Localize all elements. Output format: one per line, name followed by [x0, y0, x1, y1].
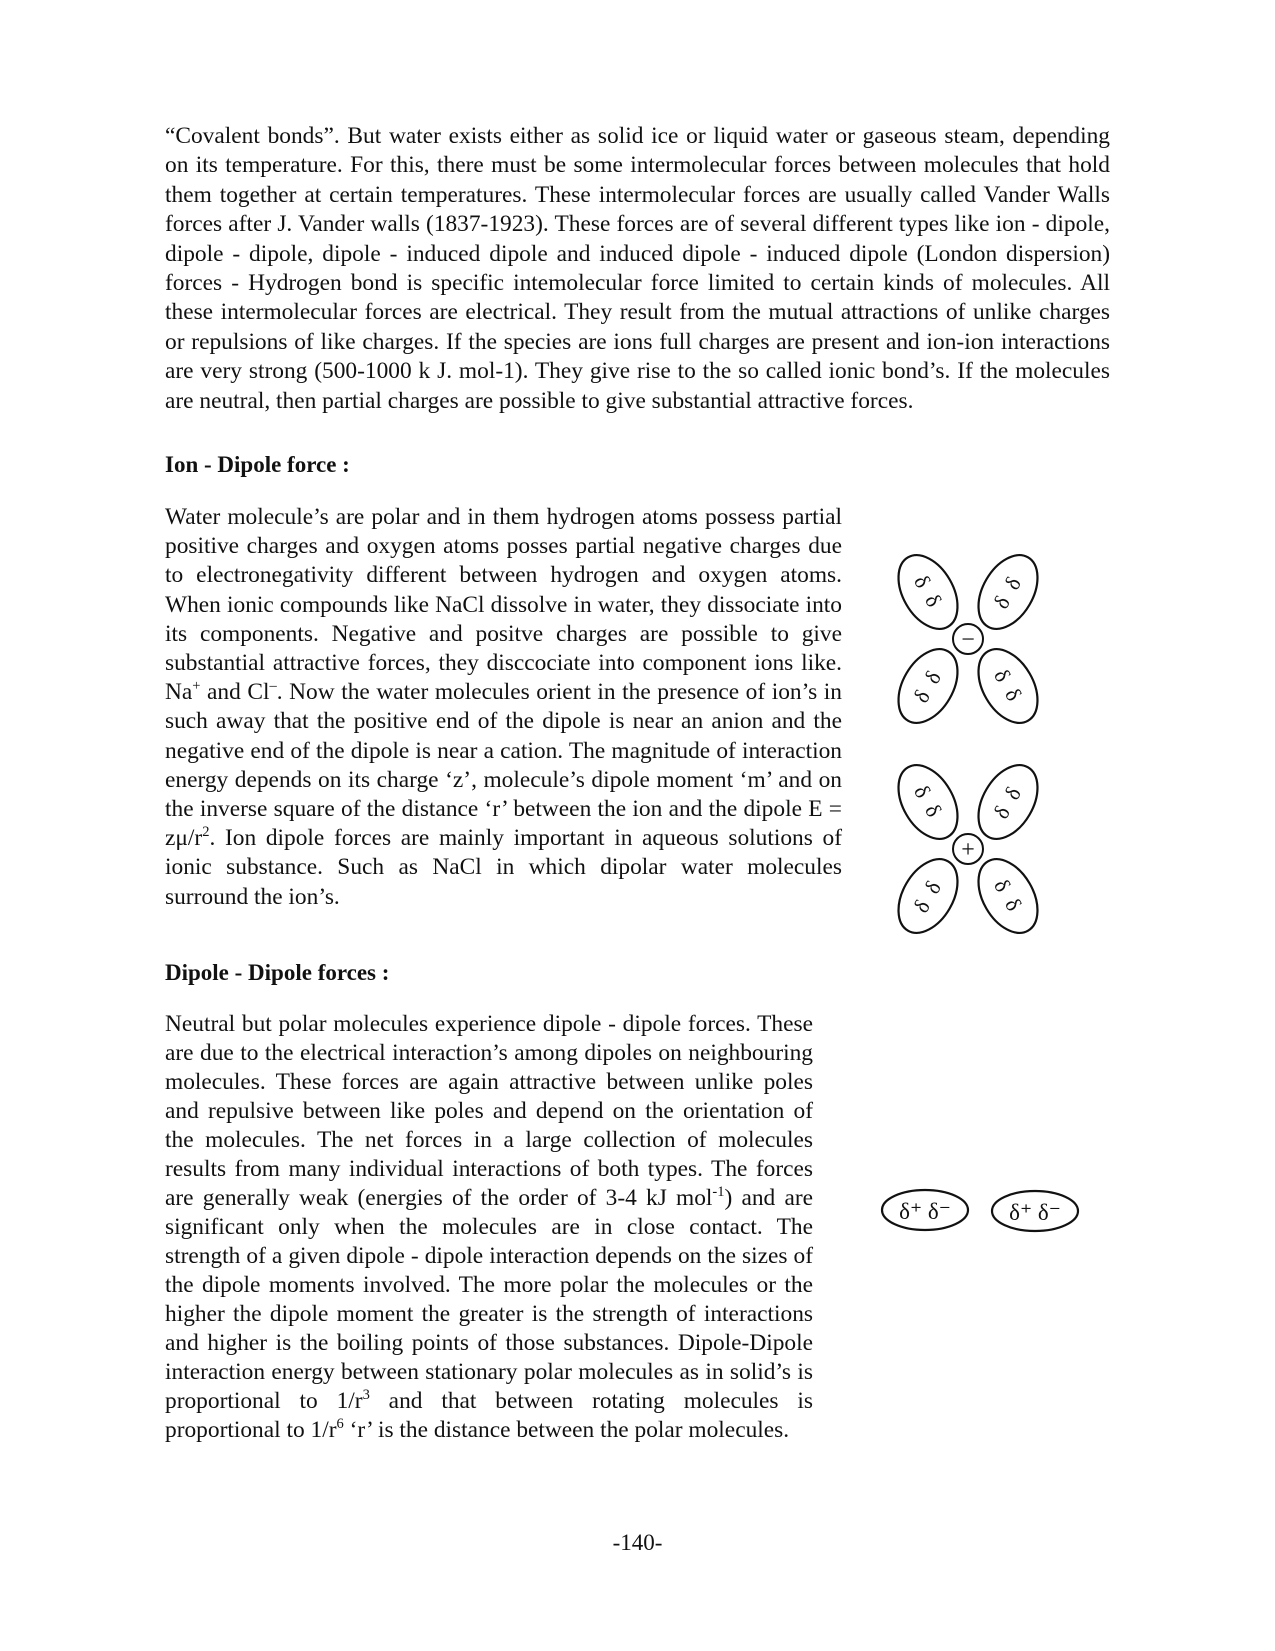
ion-dipole-text-3: . Now the water molecules orient in the presence of ion’s in such away that the positive end of the dipole is near an anion and the negative end of the dipole is near a cation. The magnitude of interaction energy depends on its charge ‘z’, molecule’s dipole moment ‘m’ and on the inverse square of the distance ‘r’ between the ion and the dipole E = zμ/r	[165, 679, 842, 852]
r-squared-exponent: 2	[202, 824, 210, 841]
anion-sign: −	[961, 627, 975, 653]
ion-dipole-text-1: Water molecule’s are polar and in them hydrogen atoms possess partial positive charges and oxygen atoms posses partial negative charges due to electronegativity different between hydrogen and oxygen atoms. When ionic compounds like NaCl dissolve in water, they dissociate into its components. Negative and positve charges are possible to give substantial attractive forces, they disccociate into component ions like. Na	[165, 504, 842, 706]
svg-text:δ: δ	[908, 895, 935, 917]
svg-text:δ: δ	[920, 589, 947, 612]
page-number: -140-	[612, 1530, 663, 1555]
water-dipole	[966, 849, 1049, 940]
water-dipole	[966, 639, 1049, 733]
ion-dipole-heading: Ion - Dipole force :	[165, 452, 350, 477]
svg-text:δ: δ	[909, 780, 936, 803]
dipole-dipole-figure	[880, 1180, 1100, 1240]
ion-dipole-figure	[880, 540, 1060, 940]
svg-text:δ: δ	[908, 685, 935, 707]
water-dipole	[886, 545, 969, 639]
svg-text:δ: δ	[989, 664, 1016, 687]
water-dipole	[966, 755, 1049, 849]
svg-text:δ: δ	[1000, 893, 1027, 916]
svg-text:δ: δ	[1000, 683, 1027, 706]
cation-dipole-diagram	[886, 755, 1049, 940]
svg-text:δ: δ	[989, 874, 1016, 897]
dipole-dipole-text-2: ) and are significant only when the molecules are in close contact. The strength of a given dipole - dipole interaction depends on the sizes of the dipole moments involved. The more polar the molecules or the higher the dipole moment the greater is the strength of interactions and higher is the boiling points of those substances. Dipole-Dipole interaction energy between stationary polar molecules as in solid’s is proportional to 1/r	[165, 1185, 813, 1414]
svg-text:δ: δ	[999, 782, 1026, 804]
dipole-right-label: δ⁺ δ⁻	[1009, 1200, 1061, 1225]
r-cubed-exponent: 3	[362, 1387, 370, 1404]
svg-text:δ: δ	[909, 570, 936, 593]
r-sixth-exponent: 6	[336, 1416, 344, 1433]
dipole-dipole-paragraph	[165, 1010, 813, 1445]
dipole-left-label: δ⁺ δ⁻	[899, 1199, 951, 1224]
intro-paragraph: “Covalent bonds”. But water exists either as solid ice or liquid water or gaseous steam, depending on its temperature. For this, there must be some intermolecular forces between molecules that hold them together at certain temperatures. These intermolecular forces are usually called Vander Walls forces after J. Vander walls (1837-1923). These forces are of several different types like ion - dipole, dipole - dipole, dipole - induced dipole and induced dipole - induced dipole (London dispersion) forces - Hydrogen bond is specific intemolecular force limited to certain kinds of molecules. All these intermolecular forces are electrical. They result from the mutual attractions of unlike charges or repulsions of like charges. If the species are ions full charges are present and ion-ion interactions are very strong (500-1000 k J. mol-1). They give rise to the so called ionic bond’s. If the molecules are neutral, then partial charges are possible to give substantial attractive forces.	[165, 123, 1110, 414]
svg-text:δ: δ	[999, 572, 1026, 594]
ion-dipole-text-4: . Ion dipole forces are mainly important in aqueous solutions of ionic substance. Such as NaCl in which dipolar water molecules surround the ion’s.	[165, 825, 842, 910]
mol-exponent: -1	[712, 1184, 725, 1201]
dipole-dipole-heading: Dipole - Dipole forces :	[165, 960, 390, 985]
svg-text:δ: δ	[988, 801, 1015, 823]
svg-text:δ: δ	[920, 799, 947, 822]
water-dipole	[886, 849, 969, 940]
ion-dipole-paragraph	[165, 503, 842, 912]
dipole-dipole-text-3: and that between rotating molecules is proportional to 1/r	[165, 1388, 813, 1443]
water-dipole	[886, 755, 969, 849]
water-dipole	[886, 639, 969, 733]
dipole-dipole-text-1: Neutral but polar molecules experience dipole - dipole forces. These are due to the electrical interaction’s among dipoles on neighbouring molecules. These forces are again attractive between unlike poles and repulsive between like poles and depend on the orientation of the molecules. The net forces in a large collection of molecules results from many individual interactions of both types. The forces are generally weak (energies of the order of 3-4 kJ mol	[165, 1011, 813, 1211]
na-charge: +	[192, 678, 201, 695]
dipole-dipole-text-4: ‘r’ is the distance between the polar molecules.	[343, 1417, 790, 1443]
water-dipole	[966, 545, 1049, 639]
ion-dipole-text-2: and Cl	[200, 679, 270, 706]
svg-text:δ: δ	[919, 876, 946, 898]
svg-text:δ: δ	[988, 591, 1015, 613]
cation-sign: +	[961, 837, 975, 863]
svg-text:δ: δ	[919, 666, 946, 688]
cl-charge: –	[269, 678, 277, 695]
anion-dipole-diagram	[886, 545, 1049, 733]
